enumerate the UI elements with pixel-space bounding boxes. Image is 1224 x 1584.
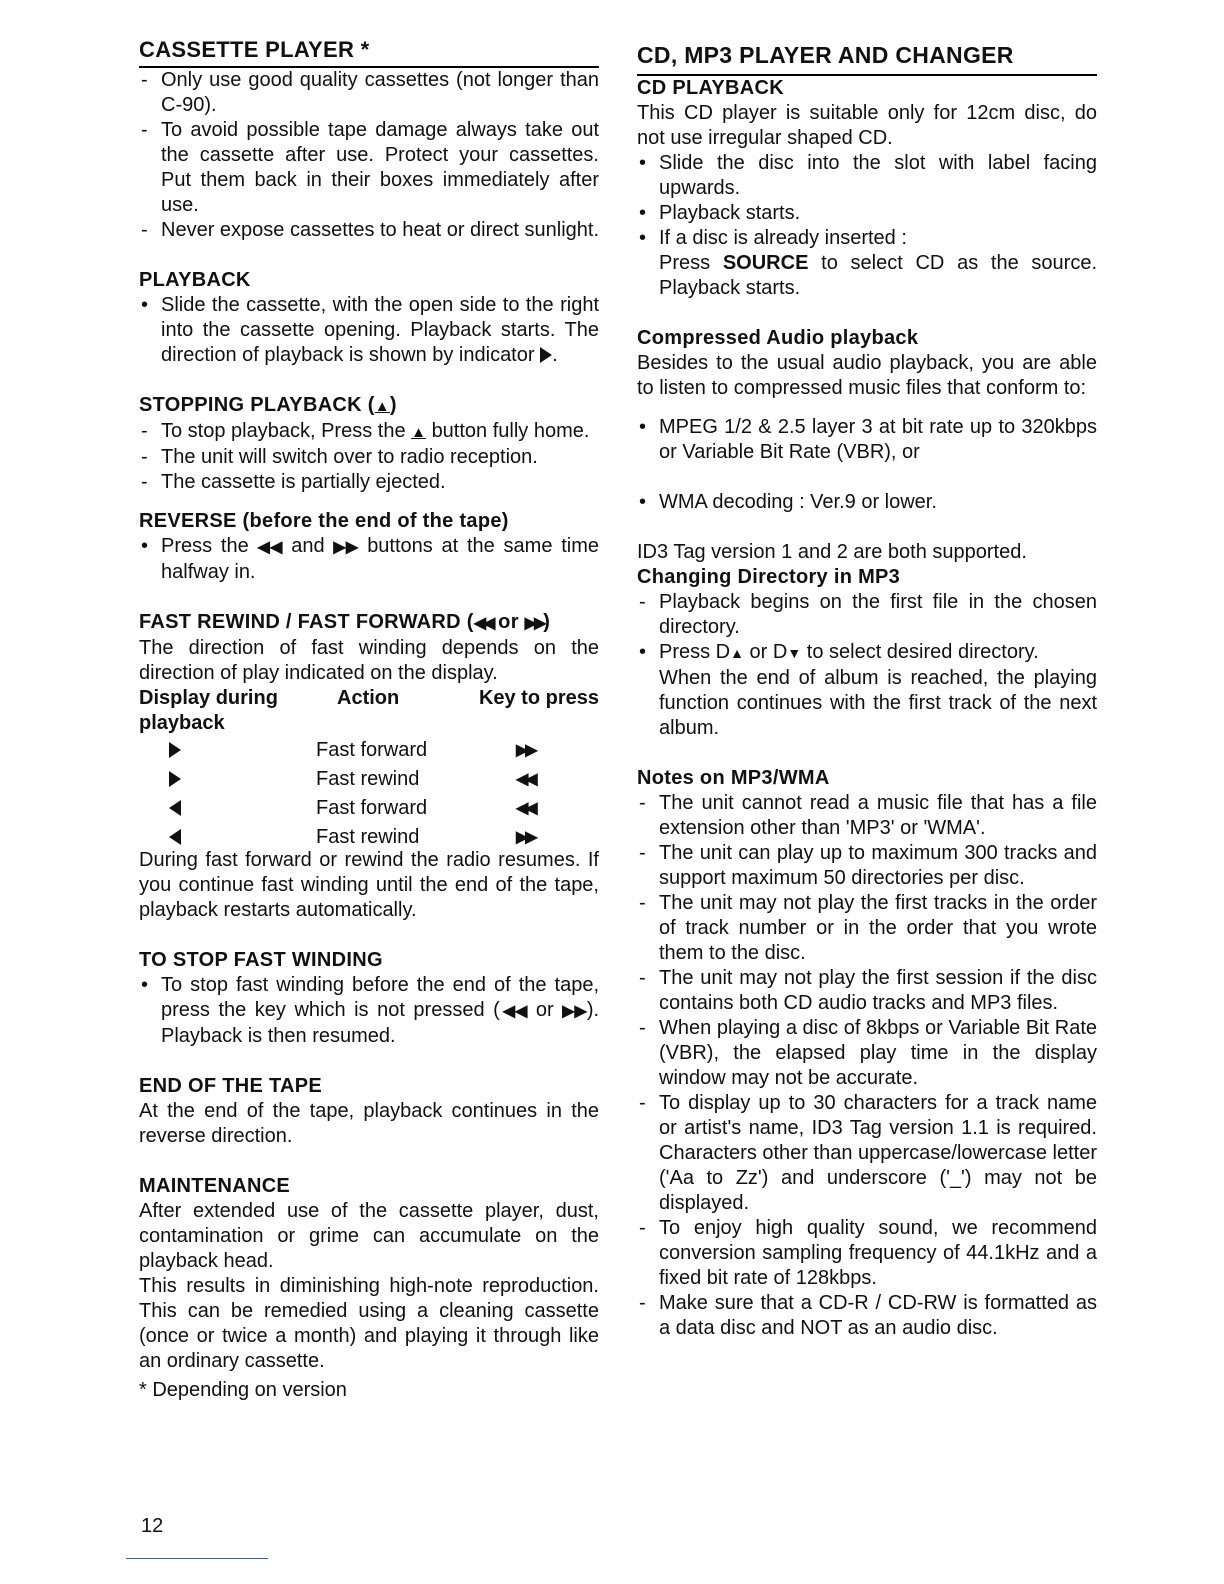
display-cell (139, 794, 316, 823)
list-item-text: To display up to 30 characters for a track name or artist's name, ID3 Tag version 1.1 is required. Characters other than uppercase/lowercase letter ('Aa to Zz') and underscore ('_') may not be displayed. (659, 1092, 1098, 1214)
list-item-text: Slide the disc into the slot with label facing upwards. (659, 152, 1097, 199)
list-item-text: Press (659, 252, 711, 274)
list-item (637, 415, 1097, 465)
list-item-text: To avoid possible tape damage always take out the cassette after use. Protect your cassettes. Put them back in their boxes immediately after use. (161, 119, 599, 216)
changing-list (637, 590, 1097, 741)
cd-list (637, 151, 1097, 301)
cassette-intro-list (139, 68, 599, 243)
list-item (637, 226, 1097, 301)
directory-down-icon: ▼ (787, 645, 802, 661)
play-forward-indicator-icon (169, 771, 181, 787)
list-item-text: to select CD as the source. Playback starts. (659, 252, 1098, 299)
heading-text: ) (543, 611, 551, 633)
list-item-text: Playback begins on the first file in the chosen directory. (659, 591, 1097, 638)
fast-forward-icon: ▶▶ (333, 539, 359, 556)
list-item-text: Only use good quality cassettes (not longer than C-90). (161, 69, 599, 116)
list-item (637, 1291, 1097, 1341)
list-item (139, 445, 599, 470)
action-cell: Fast forward (316, 739, 428, 761)
heading-playback: PLAYBACK (139, 269, 251, 291)
dash-marker: - (639, 1092, 646, 1114)
list-item-text: button fully home. (431, 420, 590, 442)
list-item (139, 68, 599, 118)
compressed-list (637, 415, 1097, 465)
heading-notes-mp3-wma: Notes on MP3/WMA (637, 767, 830, 789)
bottom-rule (126, 1558, 268, 1559)
list-item (637, 1091, 1097, 1216)
playback-list (139, 293, 599, 368)
list-item-text: To enjoy high quality sound, we recommend conversion sampling frequency of 44.1kHz and a fixed bit rate of 128kbps. (659, 1217, 1097, 1289)
dash-marker: - (141, 420, 148, 442)
right-column (637, 36, 1097, 1341)
list-item-text: To stop playback, Press the (161, 420, 406, 442)
list-item (637, 1216, 1097, 1291)
list-item (139, 470, 599, 495)
source-keyword: SOURCE (722, 252, 809, 274)
dash-marker: - (141, 119, 148, 141)
play-reverse-indicator-icon (169, 800, 181, 816)
list-item (637, 841, 1097, 891)
list-item (637, 151, 1097, 201)
dash-marker: - (141, 471, 148, 493)
list-item-text: The unit cannot read a music file that has a file extension other than 'MP3' or 'WMA'. (659, 792, 1097, 839)
bullet-marker: • (639, 202, 647, 224)
compressed-list-2 (637, 490, 1097, 515)
bullet-marker: • (639, 641, 647, 663)
bullet-marker: • (639, 227, 647, 249)
heading-text: FAST REWIND / FAST FORWARD ( (139, 611, 474, 633)
rewind-icon: ◀◀ (516, 800, 535, 817)
fast-forward-icon: ▶▶ (516, 742, 535, 759)
page-number: 12 (141, 1515, 164, 1537)
dash-marker: - (639, 892, 646, 914)
bullet-marker: • (639, 152, 647, 174)
dash-marker: - (141, 219, 148, 241)
list-item (139, 973, 599, 1049)
col-header-display (139, 686, 337, 736)
header-text: playback (139, 712, 225, 734)
display-cell (139, 765, 316, 794)
list-item (637, 640, 1097, 741)
list-item (637, 1016, 1097, 1091)
directory-up-icon: ▲ (730, 645, 744, 661)
play-indicator-icon (540, 347, 552, 363)
dash-marker: - (639, 842, 646, 864)
bullet-marker: • (141, 535, 149, 557)
rewind-icon: ◀◀ (473, 615, 493, 632)
table-row (139, 794, 599, 823)
table-header (139, 686, 599, 736)
stopping-list (139, 419, 599, 495)
col-header-action: Action (337, 687, 400, 709)
dash-marker: - (639, 591, 646, 613)
list-item (139, 118, 599, 218)
table-row (139, 765, 599, 794)
maintenance-text: This results in diminishing high-note reproduction. This can be remedied using a cleaning cassette (once or twice a month) and playing it through like an ordinary cassette. (139, 1275, 599, 1372)
list-item (139, 534, 599, 585)
maintenance-text: After extended use of the cassette player, dust, contamination or grime can accumulate on the playback head. (139, 1200, 599, 1272)
heading-text: ) (389, 394, 397, 416)
reverse-list (139, 534, 599, 585)
heading-text: STOPPING PLAYBACK ( (139, 394, 375, 416)
list-item-text: Make sure that a CD-R / CD-RW is formatted as a data disc and NOT as an audio disc. (659, 1292, 1097, 1339)
list-item-text: to select desired directory. (806, 641, 1039, 663)
heading-changing-directory: Changing Directory in MP3 (637, 566, 901, 588)
footnote: * Depending on version (139, 1379, 347, 1401)
notes-list (637, 791, 1097, 1341)
action-cell: Fast rewind (316, 826, 420, 848)
list-item-text: The cassette is partially ejected. (161, 471, 446, 493)
list-item (637, 490, 1097, 515)
heading-cd-playback: CD PLAYBACK (637, 77, 785, 99)
list-item-text: Press the (161, 535, 249, 557)
bullet-marker: • (141, 974, 149, 996)
fast-forward-icon: ▶▶ (524, 615, 544, 632)
play-reverse-indicator-icon (169, 829, 181, 845)
list-item-text: The unit can play up to maximum 300 tracks and support maximum 50 directories per disc. (659, 842, 1097, 889)
stop-fast-list (139, 973, 599, 1049)
bullet-marker: • (141, 294, 149, 316)
list-item-text: Never expose cassettes to heat or direct sunlight. (161, 219, 600, 241)
list-item (637, 590, 1097, 640)
heading-stopping-playback (139, 393, 599, 419)
section-title-cassette: CASSETTE PLAYER * (139, 36, 599, 68)
col-header-key: Key to press (478, 687, 599, 709)
list-item (637, 791, 1097, 841)
fast-wind-outro: During fast forward or rewind the radio resumes. If you continue fast winding until the end of the tape, playback restarts automatically. (139, 849, 599, 921)
list-item-text: Slide the cassette, with the open side to the right into the cassette opening. Playback starts. The direction of playback is shown by indicator (161, 294, 599, 366)
end-of-tape-text: At the end of the tape, playback continues in the reverse direction. (139, 1100, 599, 1147)
list-item-text: ). Playback is then resumed. (161, 999, 600, 1047)
list-item: • Slide the cassette, with the open side to the right into the cassette opening. Playback starts. The direction of playback is shown by indicator . (141, 294, 599, 366)
list-item-text: buttons at the same time halfway in. (161, 535, 600, 583)
bullet-marker: • (639, 416, 647, 438)
heading-maintenance: MAINTENANCE (139, 1175, 291, 1197)
list-item (637, 966, 1097, 1016)
fast-wind-intro: The direction of fast winding depends on the direction of play indicated on the display. (139, 637, 599, 684)
heading-reverse: REVERSE (before the end of the tape) (139, 510, 509, 532)
fast-forward-icon: ▶▶ (516, 829, 535, 846)
table-row (139, 736, 599, 765)
fast-forward-icon: ▶▶ (562, 1003, 587, 1020)
fast-wind-table (139, 736, 599, 852)
action-cell: Fast forward (316, 797, 428, 819)
list-item-text: When playing a disc of 8kbps or Variable Bit Rate (VBR), the elapsed play time in the display window may not be accurate. (659, 1017, 1097, 1089)
list-item-text: and (291, 535, 325, 557)
dash-marker: - (639, 967, 646, 989)
cd-intro: This CD player is suitable only for 12cm disc, do not use irregular shaped CD. (637, 102, 1097, 149)
display-cell (139, 736, 316, 765)
list-item-text: MPEG 1/2 & 2.5 layer 3 at bit rate up to 320kbps or Variable Bit Rate (VBR), or (659, 416, 1097, 463)
list-item-text: The unit may not play the first session if the disc contains both CD audio tracks and MP3 files. (659, 967, 1097, 1014)
action-cell: Fast rewind (316, 768, 420, 790)
heading-stop-fast-winding: TO STOP FAST WINDING (139, 949, 383, 971)
play-forward-indicator-icon (169, 742, 181, 758)
dash-marker: - (141, 446, 148, 468)
compressed-intro: Besides to the usual audio playback, you are able to listen to compressed music files that conform to: (637, 352, 1097, 399)
dash-marker: - (639, 1292, 646, 1314)
heading-compressed-audio: Compressed Audio playback (637, 327, 919, 349)
dash-marker: - (141, 69, 148, 91)
list-item-text: Playback starts. (659, 202, 801, 224)
list-item-text: If a disc is already inserted : (659, 227, 907, 249)
left-column (139, 36, 599, 1403)
list-item-text: To stop fast winding before the end of the tape, press the key which is not pressed ( (161, 974, 599, 1021)
dash-marker: - (639, 1017, 646, 1039)
list-item-text: WMA decoding : Ver.9 or lower. (659, 491, 937, 513)
rewind-icon: ◀◀ (516, 771, 535, 788)
list-item (637, 891, 1097, 966)
header-text: Display during (139, 687, 278, 709)
list-item (139, 218, 599, 243)
heading-fast-wind (139, 610, 599, 636)
list-item-text: The unit may not play the first tracks in the order of track number or in the order that you wrote them to the disc. (659, 892, 1097, 964)
heading-text: or (498, 611, 519, 633)
list-item-text: The unit will switch over to radio reception. (161, 446, 538, 468)
section-title-cd: CD, MP3 PLAYER AND CHANGER (637, 38, 1097, 76)
list-item-text: or (535, 999, 554, 1021)
list-item-text: or D (749, 641, 788, 663)
eject-icon: ▲ (374, 398, 390, 415)
eject-icon: ▲ (411, 424, 426, 441)
rewind-icon: ◀◀ (257, 539, 283, 556)
list-item-text: When the end of album is reached, the playing function continues with the first track of the next album. (659, 667, 1097, 739)
list-item (139, 419, 599, 445)
bullet-marker: • (639, 491, 647, 513)
heading-end-of-tape: END OF THE TAPE (139, 1075, 323, 1097)
dash-marker: - (639, 792, 646, 814)
dash-marker: - (639, 1217, 646, 1239)
list-item-text: Press D (659, 641, 731, 663)
id3-support-text: ID3 Tag version 1 and 2 are both supported. (637, 541, 1027, 563)
list-item (637, 201, 1097, 226)
rewind-icon: ◀◀ (499, 1003, 528, 1020)
